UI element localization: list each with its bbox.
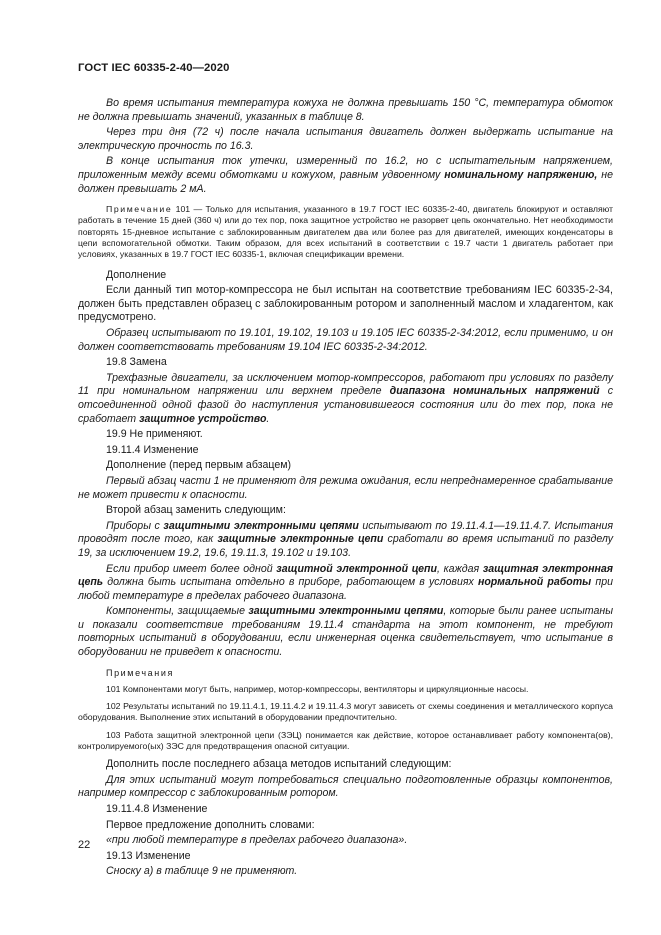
paragraph-three-phase: Трехфазные двигатели, за исключением мотор-компрессоров, работают при условиях по разделу 11 при номинальном напряжении или верхнем пределе диапазона номинальных напряжений с отсоединенной одной фазой до наступления установившегося состояния или до тех пор, пока не сработает защитное устройство.: [78, 371, 613, 425]
paragraph-standby: Первый абзац части 1 не применяют для режима ожидания, если непреднамеренное срабатывание не может привести к опасности.: [78, 474, 613, 501]
section-19-11-4: 19.11.4 Изменение: [106, 443, 199, 456]
section-19-11-4-8: 19.11.4.8 Изменение: [106, 802, 208, 815]
paragraph-components: Компоненты, защищаемые защитными электронными цепями, которые были ранее испытаны и показали соответствие требованиям 19.11.4 стандарта на этот компонент, не требуют повторных испытаний в оборудовании, если инженерная оценка свидетельствует, что испытание в оборудовании не приведет к опасности.: [78, 605, 614, 659]
term-protective-device: защитное устройство: [139, 412, 267, 425]
paragraph-motor-compressor: Если данный тип мотор-компрессора не был испытан на соответствие требованиям IEC 60335-2-34, должен быть представлен образец с заблокированным ротором и заполненный маслом и хладагентом, как предусмотрено.: [78, 284, 613, 324]
section-19-8: 19.8 Замена: [106, 356, 167, 369]
page-number: 22: [78, 839, 91, 851]
paragraph-first-sentence: Первое предложение дополнить словами:: [106, 818, 315, 831]
paragraph-leakage: В конце испытания ток утечки, измеренный по 16.2, но с испытательным напряжением, приложенным между всеми обмотками и кожухом, равным удвоенному номинальному напряжению, не должен превышать 2 мА.: [78, 155, 614, 195]
section-19-9: 19.9 Не применяют.: [106, 428, 203, 441]
paragraph-dielectric: Через три дня (72 ч) после начала испытания двигатель должен выдержать испытание на электрическую прочность по 16.3.: [78, 126, 613, 152]
addition-before-first: Дополнение (перед первым абзацем): [106, 459, 292, 472]
paragraph-quoted-words: «при любой температуре в пределах рабочего диапазона».: [106, 834, 408, 847]
paragraph-special-samples: Для этих испытаний могут потребоваться специально подготовленные образцы компонентов, например компрессор с заблокированным ротором.: [78, 773, 613, 800]
term-voltage-range: диапазона номинальных напряжений: [389, 385, 600, 398]
document-header: ГОСТ IEC 60335-2-40—2020: [78, 62, 230, 74]
note-component-101: 101 Компонентами могут быть, например, мотор-компрессоры, вентиляторы и циркуляционные насосы.: [106, 683, 529, 694]
section-19-13: 19.13 Изменение: [106, 849, 191, 862]
notes-heading: Примечания: [106, 667, 174, 678]
page-body: [78, 97, 613, 881]
paragraph-supplement: Дополнить после последнего абзаца методов испытаний следующим:: [106, 758, 452, 771]
term-rated-voltage: номинальному напряжению,: [444, 168, 598, 181]
paragraph-sample: Образец испытывают по 19.101, 19.102, 19.103 и 19.105 IEC 60335-2-34:2012, если применимо, и он должен соответствовать требованиям 19.104 IEC 60335-2-34:2012.: [78, 327, 613, 353]
addition-label: Дополнение: [106, 268, 167, 281]
paragraph-multiple-pec: Если прибор имеет более одной защитной электронной цепи, каждая защитная электронная цепь должна быть испытана отдельно в приборе, работающем в условиях нормальной работы при любой температуре в пределах рабочего диапазона.: [78, 562, 613, 602]
paragraph-replace: Второй абзац заменить следующим:: [106, 504, 286, 517]
note-101: Примечание 101 — Только для испытания, указанного в 19.7 ГОСТ IEC 60335-2-40, двигатель блокируют и оставляют работать в течение 15 дней (360 ч) или до тех пор, пока защитное устройство не разорвет цепь окончательно. Нет необходимости повторять 15-дневное испытание с заблокированным двигателем два или более раз для двигателей, имеющих конденсаторы в цепи вспомогательной обмотки. Таким образом, для всех испытаний в соответствии с 19.7 части 1 двигатель работает при условиях, указанных в 19.7 ГОСТ IEC 60335-1, включая спецификации времени.: [78, 204, 613, 260]
paragraph-pec-tests: Приборы с защитными электронными цепями испытывают по 19.11.4.1—19.11.4.7. Испытания проводят после того, как защитные электронные цепи сработали во время испытаний по разделу 19, за исключением 19.2, 19.6, 19.11.3, 19.102 и 19.103.: [78, 519, 614, 559]
paragraph-footnote: Сноску а) в таблице 9 не применяют.: [106, 865, 298, 878]
paragraph-temperature: Во время испытания температура кожуха не должна превышать 150 °С, температура обмоток не должна превышать значений, указанных в таблице 8.: [78, 97, 613, 123]
note-component-103: 103 Работа защитной электронной цепи (ЗЭЦ) понимается как действие, которое останавливает работу компонента(ов), контролируемого(ых) ЗЭС для предотвращения опасной ситуации.: [78, 729, 613, 751]
note-component-102: 102 Результаты испытаний по 19.11.4.1, 19.11.4.2 и 19.11.4.3 могут зависеть от схемы соединения и металлического корпуса оборудования. Выполнение этих испытаний в оборудовании предпочтительно.: [78, 700, 613, 723]
